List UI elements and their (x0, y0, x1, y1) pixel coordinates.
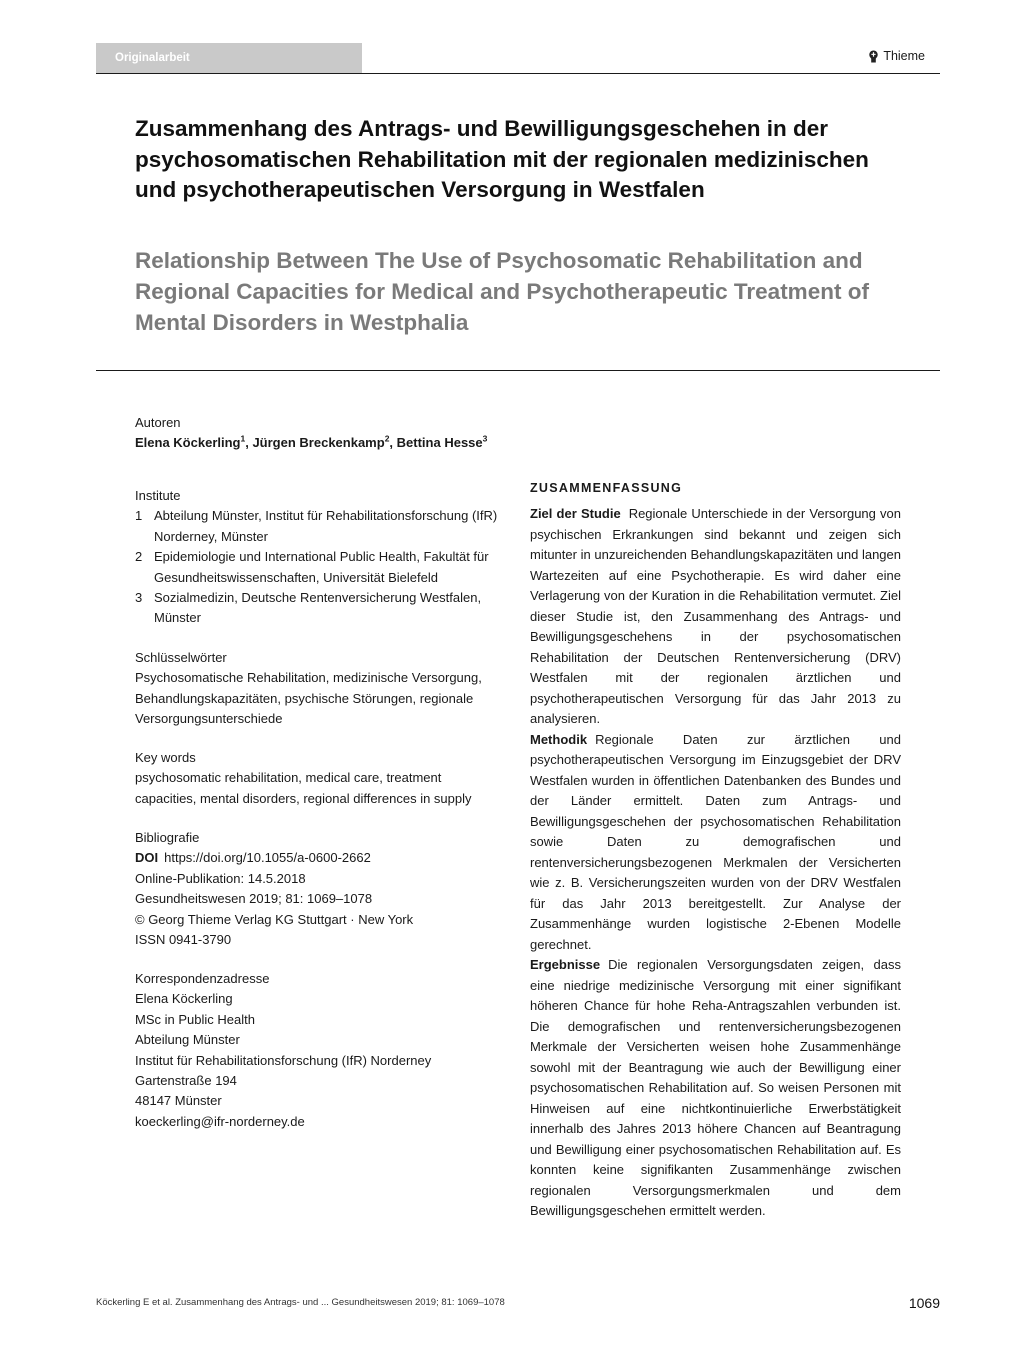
correspondence-street: Gartenstraße 194 (135, 1073, 237, 1089)
publisher-name: Thieme (883, 49, 925, 63)
institute-number: 2 (135, 549, 143, 565)
abstract-objective (530, 504, 901, 730)
correspondence-label: Korrespondenzadresse (135, 971, 270, 986)
keywords-english-text: psychosomatic rehabilitation, medical care, treatment capacities, mental disorders, regional differences in supply (135, 770, 472, 806)
author-name: Bettina Hesse (396, 435, 483, 451)
institute-item (135, 547, 505, 588)
author-name: Jürgen Breckenkamp (252, 435, 385, 451)
abstract-heading: ZUSAMMENFASSUNG (530, 481, 683, 495)
bibliography-section (135, 828, 505, 950)
correspondence-section (135, 969, 505, 1132)
abstract-methods (530, 730, 901, 956)
doi-link[interactable]: https://doi.org/10.1055/a-0600-2662 (164, 850, 371, 866)
doi-label: DOI (135, 850, 159, 866)
author-affiliation-number: 2 (384, 434, 390, 445)
keywords-english-label: Key words (135, 750, 196, 765)
institute-number: 3 (135, 590, 143, 606)
author-name: Elena Köckerling (135, 435, 241, 451)
abstract-results (530, 955, 901, 1222)
institute-list (135, 506, 505, 628)
abstract-section (530, 478, 901, 1222)
online-publication-date: Online-Publikation: 14.5.2018 (135, 870, 306, 886)
institutes-label: Institute (135, 488, 181, 503)
section-label: Originalarbeit (96, 43, 362, 73)
institute-text: Sozialmedizin, Deutsche Rentenversicherung Westfalen, Münster (154, 590, 482, 626)
institute-number: 1 (135, 508, 143, 524)
abstract-section-label: Ergebnisse (530, 957, 601, 972)
correspondence-department: Abteilung Münster (135, 1032, 240, 1048)
footer-citation: Köckerling E et al. Zusammenhang des Antrags- und ... Gesundheitswesen 2019; 81: 1069–1078 (96, 1297, 505, 1308)
institutes-section (135, 486, 505, 629)
title-german: Zusammenhang des Antrags- und Bewilligungsgeschehen in der psychosomatischen Rehabilitation mit der regionalen medizinischen und psychotherapeutischen Versorgung in Westfalen (135, 116, 869, 202)
abstract-section-label: Methodik (530, 731, 588, 747)
author-affiliation-number: 1 (240, 434, 246, 445)
correspondence-degree: MSc in Public Health (135, 1011, 255, 1027)
copyright-notice: © Georg Thieme Verlag KG Stuttgart · New York (135, 911, 414, 927)
abstract-section-text: Regionale Daten zur ärztlichen und psychotherapeutischen Versorgung im Einzugsgebiet der DRV Westfalen wurden in öffentlichen Datenbanken des Bundes und der Länder ermittelt. Daten zum Antrags- und Bewilligungsgeschehen der psychosomatischen Rehabilitation sowie Daten zu demografischen und rentenversicherungsbezogenen Merkmalen der Versicherten wie z. B. Versicherungszeiten wurden von der DRV Westfalen für das Jahr 2013 bereitgestellt. Zur Analyse der Zusammenhänge wurden logistische 2-Ebenen Modelle gerechnet. (530, 731, 901, 952)
page-number: 1069 (908, 1295, 940, 1311)
correspondence-institution: Institut für Rehabilitationsforschung (IfR) Norderney (135, 1052, 432, 1068)
institute-text: Epidemiologie und International Public Health, Fakultät für Gesundheitswissenschaften, Universität Bielefeld (154, 549, 489, 585)
authors-label: Autoren (135, 415, 181, 430)
keywords-german-label: Schlüsselwörter (135, 650, 227, 665)
author-separator: , (389, 435, 397, 451)
correspondence-email[interactable]: koeckerling@ifr-norderney.de (135, 1113, 305, 1129)
abstract-section-text: Die regionalen Versorgungsdaten zeigen, dass eine niedrige medizinische Versorgung mit einer signifikant höheren Chance für hohe Reha-Antragszahlen verbunden ist. Die demografischen und rentenversicherungsbezogenen Merkmale der Versicherten weisen hohe Zusammenhänge sowohl mit der Beantragung wie auch der Bewilligung einer psychosomatischen Rehabilitation auf. So weisen Personen mit Hinweisen auf eine nichtkontinuierliche Erwerbstätigkeit innerhalb des Jahres 2013 höhere Chancen auf Beantragung und Bewilligung einer psychosomatischen Rehabilitation auf. Es konnten keine signifikanten Zusammenhänge zwischen regionalen Versorgungsmerkmalen und dem Bewilligungsgeschehen ermittelt werden. (530, 957, 901, 1218)
journal-citation: Gesundheitswesen 2019; 81: 1069–1078 (135, 891, 373, 907)
keywords-german-text: Psychosomatische Rehabilitation, medizinische Versorgung, Behandlungskapazitäten, psychische Störungen, regionale Versorgungsunterschiede (135, 670, 482, 727)
institute-item (135, 506, 505, 547)
correspondence-name: Elena Köckerling (135, 991, 233, 1007)
correspondence-city: 48147 Münster (135, 1093, 222, 1109)
bibliography-label: Bibliografie (135, 830, 200, 845)
keywords-english-section (135, 748, 505, 809)
thieme-logo-icon (868, 50, 879, 63)
author-list (135, 433, 505, 453)
title-divider (96, 370, 940, 371)
keywords-german-section (135, 648, 505, 730)
authors-section (135, 413, 505, 454)
doi-line (135, 848, 505, 868)
publisher-logo (868, 48, 925, 64)
author-separator: , (245, 435, 253, 451)
header-divider (96, 73, 940, 74)
author-affiliation-number: 3 (482, 434, 488, 445)
abstract-section-text: Regionale Unterschiede in der Versorgung von psychischen Erkrankungen sind bekannt und zeigen sich mitunter in unzureichenden Behandlungskapazitäten und langen Wartezeiten auf eine Psychotherapie. Es wird daher eine Verlagerung von der Kuration in die Rehabilitation vermutet. Ziel dieser Studie ist, den Zusammenhang des Antrags- und Bewilligungsgeschehens in der psychosomatischen Rehabilitation der Deutschen Rentenversicherung (DRV) Westfalen mit der regionalen ärztlichen und psychotherapeutischen Versorgung für das Jahr 2013 zu analysieren. (530, 506, 902, 726)
issn: ISSN 0941-3790 (135, 932, 232, 948)
institute-item (135, 588, 505, 629)
abstract-section-label: Ziel der Studie (530, 506, 621, 521)
institute-text: Abteilung Münster, Institut für Rehabilitationsforschung (IfR) Norderney, Münster (154, 508, 498, 544)
title-english: Relationship Between The Use of Psychosomatic Rehabilitation and Regional Capacities for Medical and Psychotherapeutic Treatment of Mental Disorders in Westphalia (135, 248, 869, 335)
